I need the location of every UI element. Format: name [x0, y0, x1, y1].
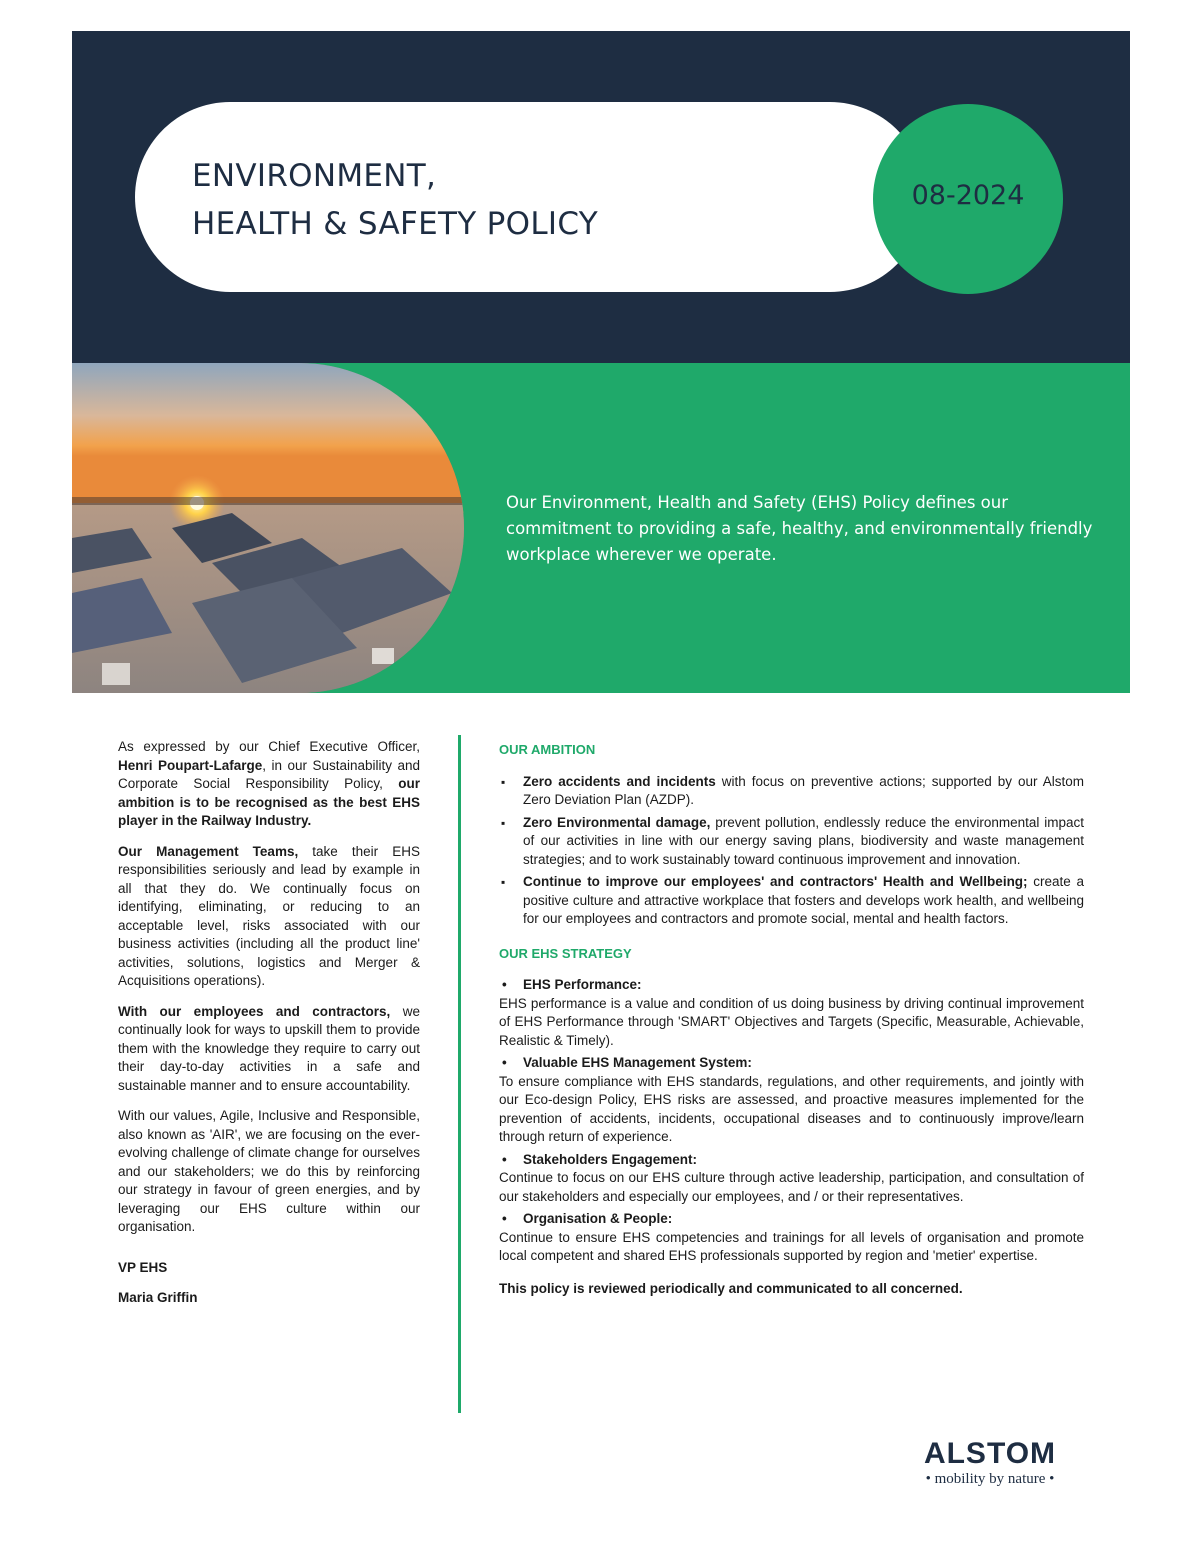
- logo-wordmark: ALSTOM: [923, 1437, 1057, 1470]
- left-column: [118, 738, 420, 1320]
- management-heading: Our Management Teams,: [118, 843, 299, 859]
- ambition-item-text: create a positive culture and attractive workplace that fosters and develops work health, and wellbeing for our employees and contractors and promote social, mental and health factors.: [523, 874, 1084, 926]
- ceo-paragraph: [118, 738, 420, 831]
- employees-paragraph: [118, 1003, 420, 1096]
- employees-heading: With our employees and contractors,: [118, 1003, 391, 1019]
- logo-tagline: • mobility by nature •: [925, 1471, 1055, 1487]
- signatory-name: Maria Griffin: [118, 1290, 198, 1305]
- strategy-item-heading: • Valuable EHS Management System:: [499, 1054, 1084, 1073]
- signature-block: [118, 1259, 420, 1308]
- ceo-text-c: , in our Sustainability and Corporate Social Responsibility Policy,: [118, 757, 420, 791]
- ambition-item-heading: Zero Environmental damage,: [523, 814, 711, 830]
- strategy-item-text: EHS performance is a value and condition of us doing business by driving continual improvement of EHS Performance through 'SMART' Objectives and Targets (Specific, Measurable, Achievable, Realistic & Timely).: [499, 995, 1084, 1048]
- list-item: [499, 873, 1084, 929]
- page-title-line2: HEALTH & SAFETY POLICY: [192, 206, 598, 242]
- strategy-item-text: Continue to ensure EHS competencies and trainings for all levels of organisation and promote local competent and shared EHS professionals supported by region and 'metier' expertise.: [499, 1229, 1084, 1263]
- ambition-title: OUR AMBITION: [499, 742, 596, 757]
- management-paragraph: [118, 843, 420, 991]
- ambition-statement: our ambition is to be recognised as the best EHS player in the Railway Industry.: [118, 776, 420, 828]
- strategy-item-text: Continue to focus on our EHS culture through active leadership, participation, and consultation of our stakeholders and especially our employees, and / or their representatives.: [499, 1170, 1084, 1204]
- policy-date: 08-2024: [911, 180, 1025, 211]
- ambition-list: [499, 773, 1084, 929]
- closing-statement: This policy is reviewed periodically and communicated to all concerned.: [499, 1280, 963, 1296]
- page-title-line1: ENVIRONMENT,: [192, 158, 437, 194]
- ceo-text-a: As expressed by our Chief Executive Officer,: [118, 739, 420, 754]
- strategy-item-heading: • Stakeholders Engagement:: [499, 1151, 1084, 1170]
- strategy-item-text: To ensure compliance with EHS standards, regulations, and other requirements, and jointly with our Eco-design Policy, EHS risks are assessed, and proactive measures implemented for the prevention of accidents, incidents, occupational diseases and to continuously improve/learn through return of experience.: [499, 1073, 1084, 1144]
- strategy-item-heading: • Organisation & People:: [499, 1210, 1084, 1229]
- intro-statement: Our Environment, Health and Safety (EHS) Policy defines our commitment to providing a safe, healthy, and environmentally friendly workplace wherever we operate.: [506, 493, 1093, 564]
- employees-text: we continually look for ways to upskill them to provide them with the knowledge they require to carry out their day-to-day activities in a safe and sustainable manner and to ensure accountability.: [118, 1003, 420, 1093]
- alstom-logo: [905, 1437, 1075, 1488]
- solar-panels-photo: [72, 363, 464, 693]
- ambition-item-text: prevent pollution, endlessly reduce the environmental impact of our activities in line with our energy saving plans, biodiversity and waste management strategies; and to work sustainably toward continuous improvement and innovation.: [523, 814, 1084, 867]
- ceo-name: Henri Poupart-Lafarge: [118, 757, 263, 773]
- title-pill: [135, 102, 925, 292]
- values-paragraph: With our values, Agile, Inclusive and Responsible, also known as 'AIR', we are focusing on the ever-evolving challenge of climate change for ourselves and our stakeholders; we do this by reinforcing our strategy in favour of green energies, and by leveraging our EHS culture within our organisation.: [118, 1108, 420, 1234]
- ambition-item-heading: Zero accidents and incidents: [523, 773, 716, 789]
- ambition-item-text: with focus on preventive actions; supported by our Alstom Zero Deviation Plan (AZDP).: [523, 773, 1085, 807]
- solar-sunset-image: [72, 363, 464, 693]
- signatory-role: VP EHS: [118, 1259, 168, 1275]
- list-item: [499, 814, 1084, 870]
- strategy-title: OUR EHS STRATEGY: [499, 945, 632, 961]
- list-item: [499, 773, 1084, 810]
- right-column: [499, 741, 1084, 1298]
- column-divider: [458, 735, 461, 1413]
- management-text: take their EHS responsibilities seriously and lead by example in all that they do. We continually focus on identifying, eliminating, or reducing to an acceptable level, risks associated with our business activities (including all the product line' activities, solutions, logistics and Merger & Acquisitions operations).: [118, 843, 421, 988]
- ambition-item-heading: Continue to improve our employees' and contractors' Health and Wellbeing;: [523, 874, 1028, 889]
- strategy-item-heading: • EHS Performance:: [499, 976, 1084, 995]
